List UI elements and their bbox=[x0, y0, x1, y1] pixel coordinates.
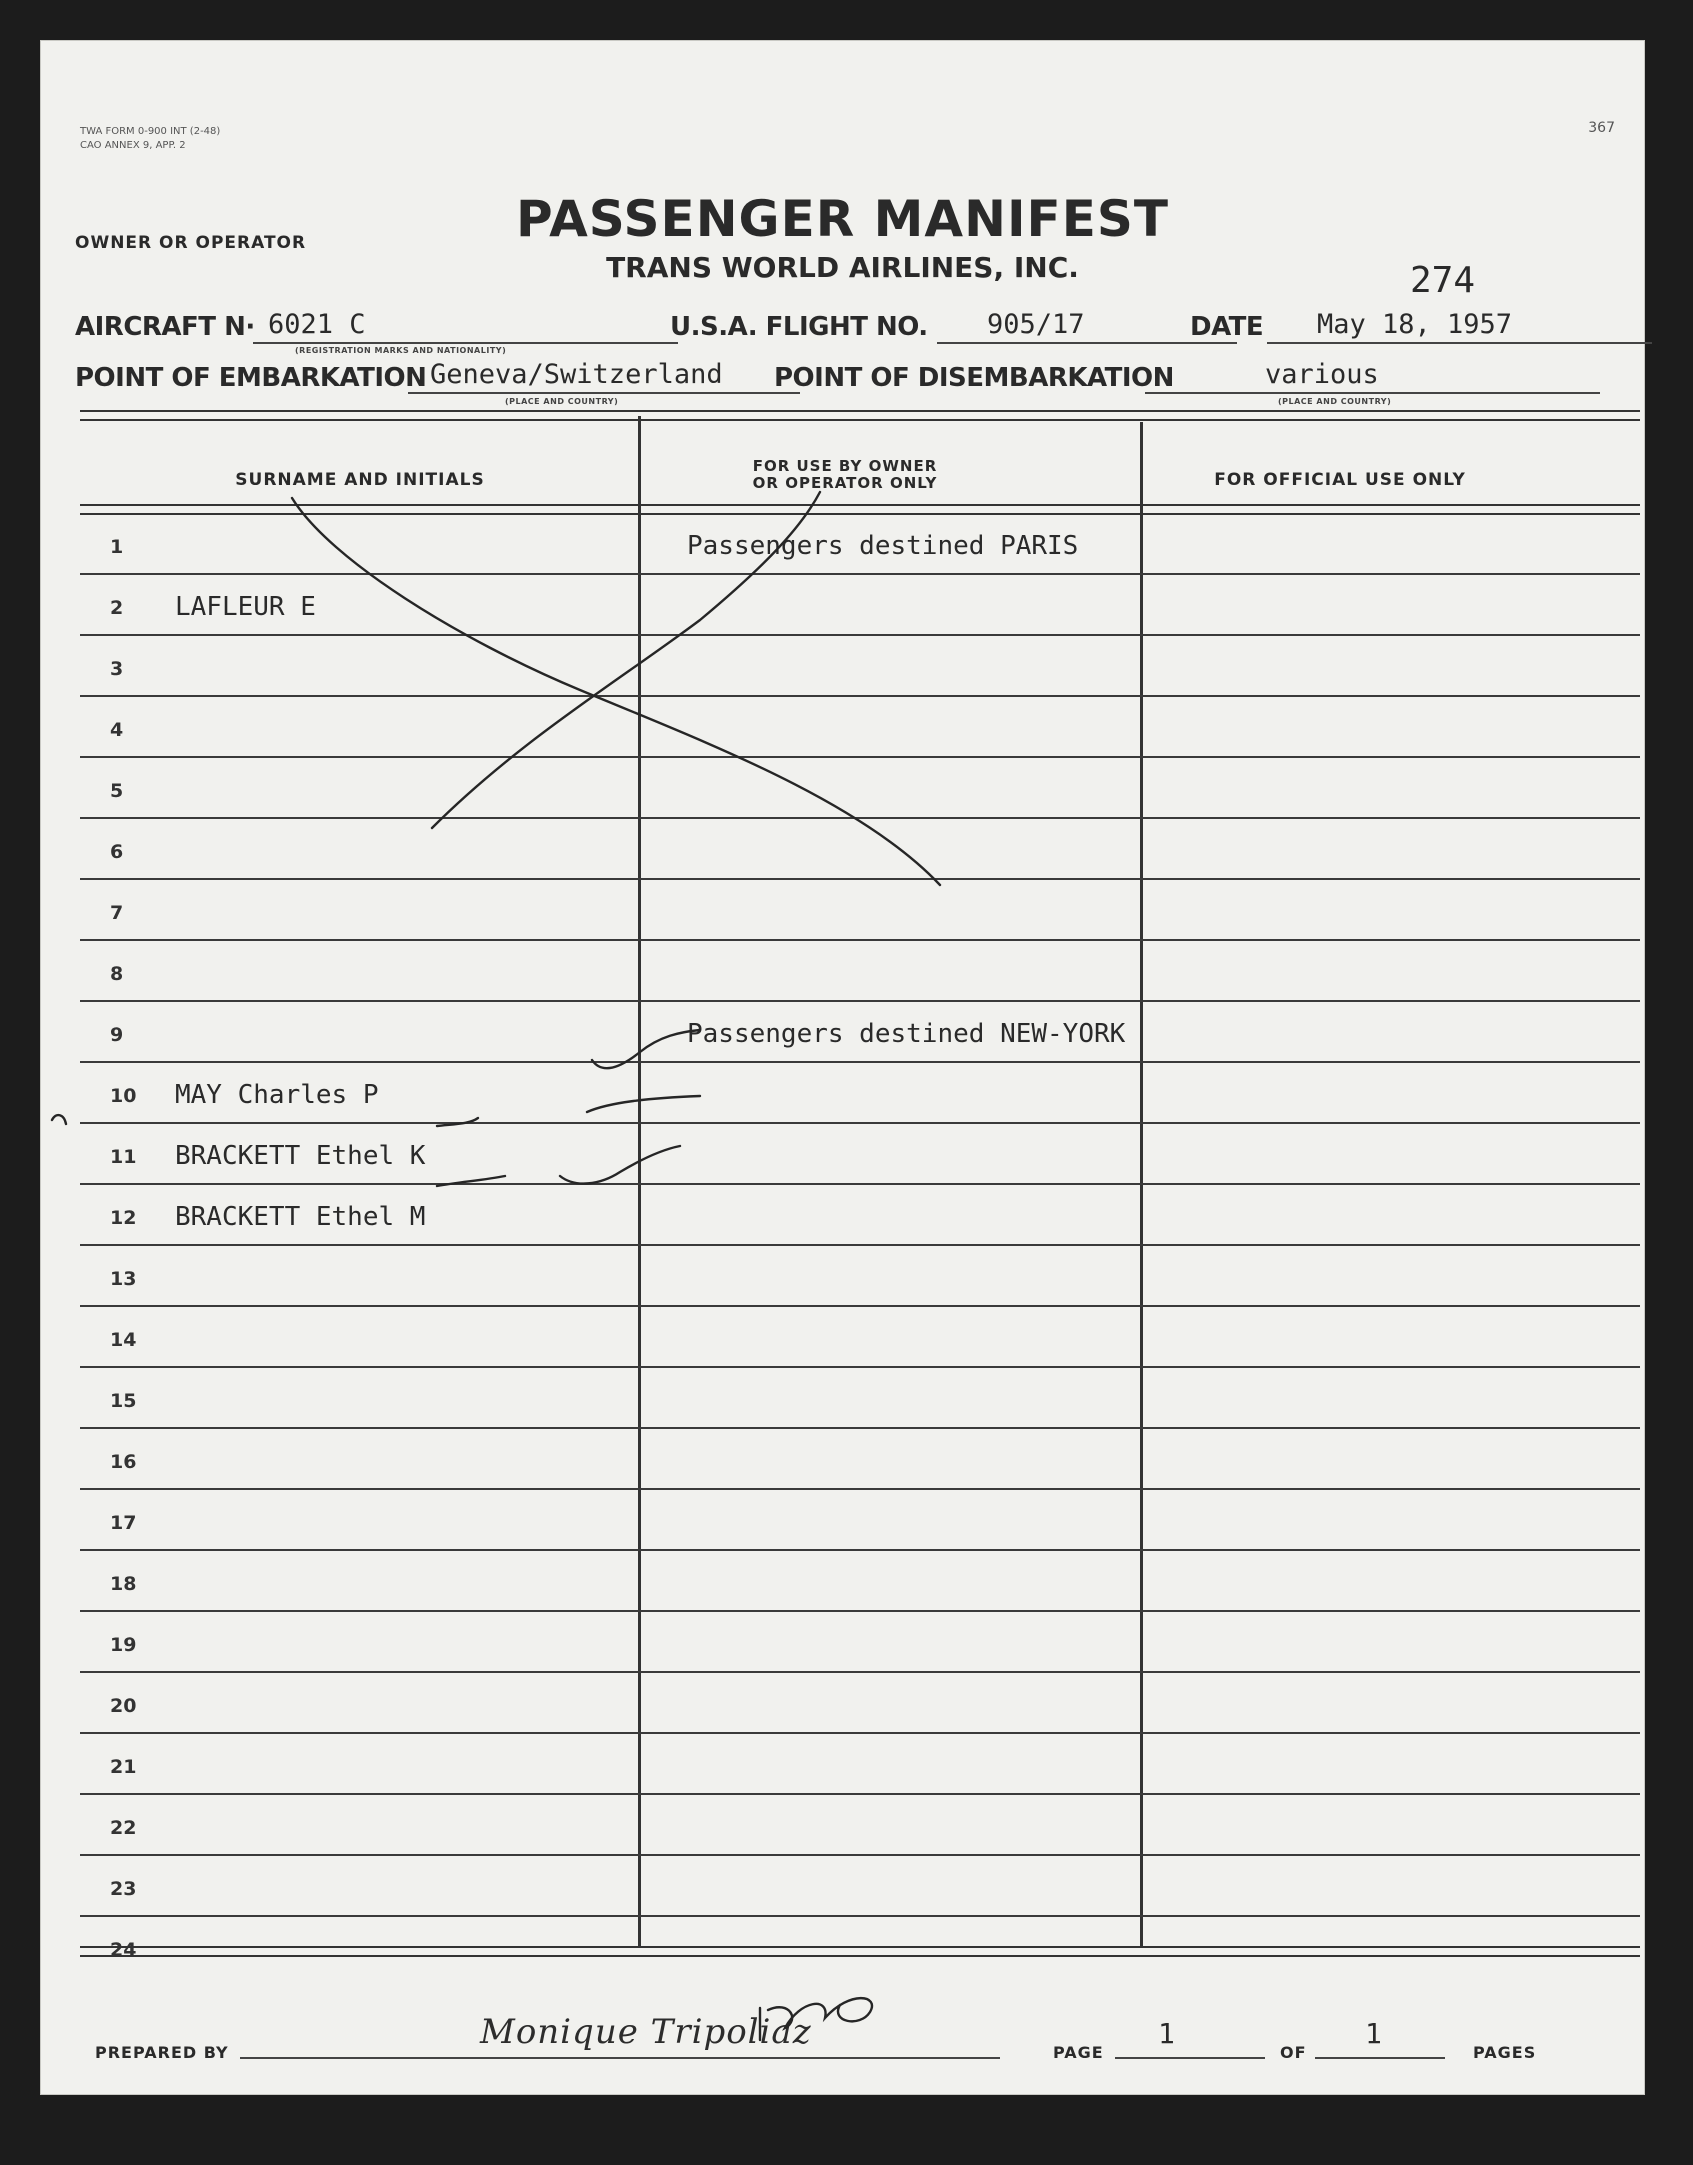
aircraft-sublabel: (REGISTRATION MARKS AND NATIONALITY) bbox=[295, 346, 507, 355]
disembarkation-label: POINT OF DISEMBARKATION bbox=[774, 363, 1174, 393]
table-row bbox=[80, 1122, 1640, 1185]
table-row bbox=[80, 878, 1640, 941]
row-number: 15 bbox=[110, 1390, 137, 1412]
row-number: 24 bbox=[110, 1939, 137, 1961]
reference-number: 274 bbox=[1410, 260, 1476, 301]
table-row bbox=[80, 939, 1640, 1002]
table-row bbox=[80, 1671, 1640, 1734]
row-number: 12 bbox=[110, 1207, 137, 1229]
row-number: 10 bbox=[110, 1085, 137, 1107]
row-number: 11 bbox=[110, 1146, 137, 1168]
table-row bbox=[80, 1061, 1640, 1124]
table-row bbox=[80, 1183, 1640, 1246]
row-number: 3 bbox=[110, 658, 124, 680]
row-number: 4 bbox=[110, 719, 124, 741]
table-row bbox=[80, 1366, 1640, 1429]
flight-field[interactable]: 905/17 bbox=[937, 308, 1237, 344]
sheet-number: 367 bbox=[1588, 120, 1615, 136]
row-number: 9 bbox=[110, 1024, 124, 1046]
table-row bbox=[80, 756, 1640, 819]
prepared-by-label: PREPARED BY bbox=[95, 2043, 229, 2062]
row-number: 1 bbox=[110, 536, 124, 558]
table-row bbox=[80, 1488, 1640, 1551]
embarkation-label: POINT OF EMBARKATION bbox=[75, 363, 427, 393]
row-name[interactable]: LAFLEUR E bbox=[175, 592, 316, 622]
row-number: 17 bbox=[110, 1512, 137, 1534]
page-line bbox=[1115, 2025, 1265, 2059]
table-row bbox=[80, 695, 1640, 758]
col-head-official-use: FOR OFFICIAL USE ONLY bbox=[1214, 470, 1466, 490]
table-row bbox=[80, 512, 1640, 575]
table-row bbox=[80, 1549, 1640, 1612]
table-row bbox=[80, 1732, 1640, 1795]
row-number: 22 bbox=[110, 1817, 137, 1839]
header-rule-top bbox=[80, 410, 1640, 421]
row-number: 18 bbox=[110, 1573, 137, 1595]
table-row bbox=[80, 634, 1640, 697]
row-name[interactable]: BRACKETT Ethel M bbox=[175, 1202, 426, 1232]
embarkation-sublabel: (PLACE AND COUNTRY) bbox=[505, 397, 619, 406]
row-number: 13 bbox=[110, 1268, 137, 1290]
col-head-owner-use: FOR USE BY OWNER OR OPERATOR ONLY bbox=[752, 457, 938, 492]
table-row bbox=[80, 1854, 1640, 1917]
table-row bbox=[80, 1244, 1640, 1307]
table-row bbox=[80, 573, 1640, 636]
table-row bbox=[80, 817, 1640, 880]
row-number: 8 bbox=[110, 963, 124, 985]
page-value[interactable]: 1 bbox=[1158, 2017, 1175, 2050]
of-value[interactable]: 1 bbox=[1365, 2017, 1382, 2050]
embarkation-field[interactable]: Geneva/Switzerland bbox=[408, 358, 800, 394]
table-row bbox=[80, 1000, 1640, 1063]
col-head-surname: SURNAME AND INITIALS bbox=[235, 470, 485, 490]
row-note[interactable]: Passengers destined PARIS bbox=[687, 531, 1079, 561]
row-number: 14 bbox=[110, 1329, 137, 1351]
aircraft-field[interactable]: 6021 C bbox=[253, 308, 678, 344]
table-rule-bottom bbox=[80, 1946, 1640, 1957]
page-label: PAGE bbox=[1053, 2043, 1104, 2062]
table-row bbox=[80, 1427, 1640, 1490]
manifest-sheet bbox=[40, 40, 1645, 2095]
table-row bbox=[80, 1305, 1640, 1368]
row-note[interactable]: Passengers destined NEW-YORK bbox=[687, 1019, 1126, 1049]
disembarkation-field[interactable]: various bbox=[1145, 358, 1600, 394]
row-number: 21 bbox=[110, 1756, 137, 1778]
disembarkation-sublabel: (PLACE AND COUNTRY) bbox=[1278, 397, 1392, 406]
page-subtitle: TRANS WORLD AIRLINES, INC. bbox=[606, 251, 1079, 284]
row-number: 2 bbox=[110, 597, 124, 619]
pages-label: PAGES bbox=[1473, 2043, 1537, 2062]
prepared-by-signature: Monique Tripoliaz bbox=[480, 2012, 812, 2052]
page-title: PASSENGER MANIFEST bbox=[516, 190, 1169, 248]
form-id: TWA FORM 0-900 INT (2-48) CAO ANNEX 9, APP. 2 bbox=[80, 126, 221, 151]
row-name[interactable]: MAY Charles P bbox=[175, 1080, 379, 1110]
flight-label: U.S.A. FLIGHT NO. bbox=[670, 312, 928, 342]
table-row bbox=[80, 1610, 1640, 1673]
row-number: 6 bbox=[110, 841, 124, 863]
row-number: 7 bbox=[110, 902, 124, 924]
date-field[interactable]: May 18, 1957 bbox=[1267, 308, 1652, 344]
row-number: 5 bbox=[110, 780, 124, 802]
row-number: 20 bbox=[110, 1695, 137, 1717]
table-row bbox=[80, 1793, 1640, 1856]
row-number: 16 bbox=[110, 1451, 137, 1473]
row-number: 23 bbox=[110, 1878, 137, 1900]
of-label: OF bbox=[1280, 2043, 1307, 2062]
owner-label: OWNER OR OPERATOR bbox=[75, 233, 307, 253]
date-label: DATE bbox=[1190, 312, 1264, 342]
row-name[interactable]: BRACKETT Ethel K bbox=[175, 1141, 426, 1171]
aircraft-label: AIRCRAFT N· bbox=[75, 312, 255, 342]
row-number: 19 bbox=[110, 1634, 137, 1656]
